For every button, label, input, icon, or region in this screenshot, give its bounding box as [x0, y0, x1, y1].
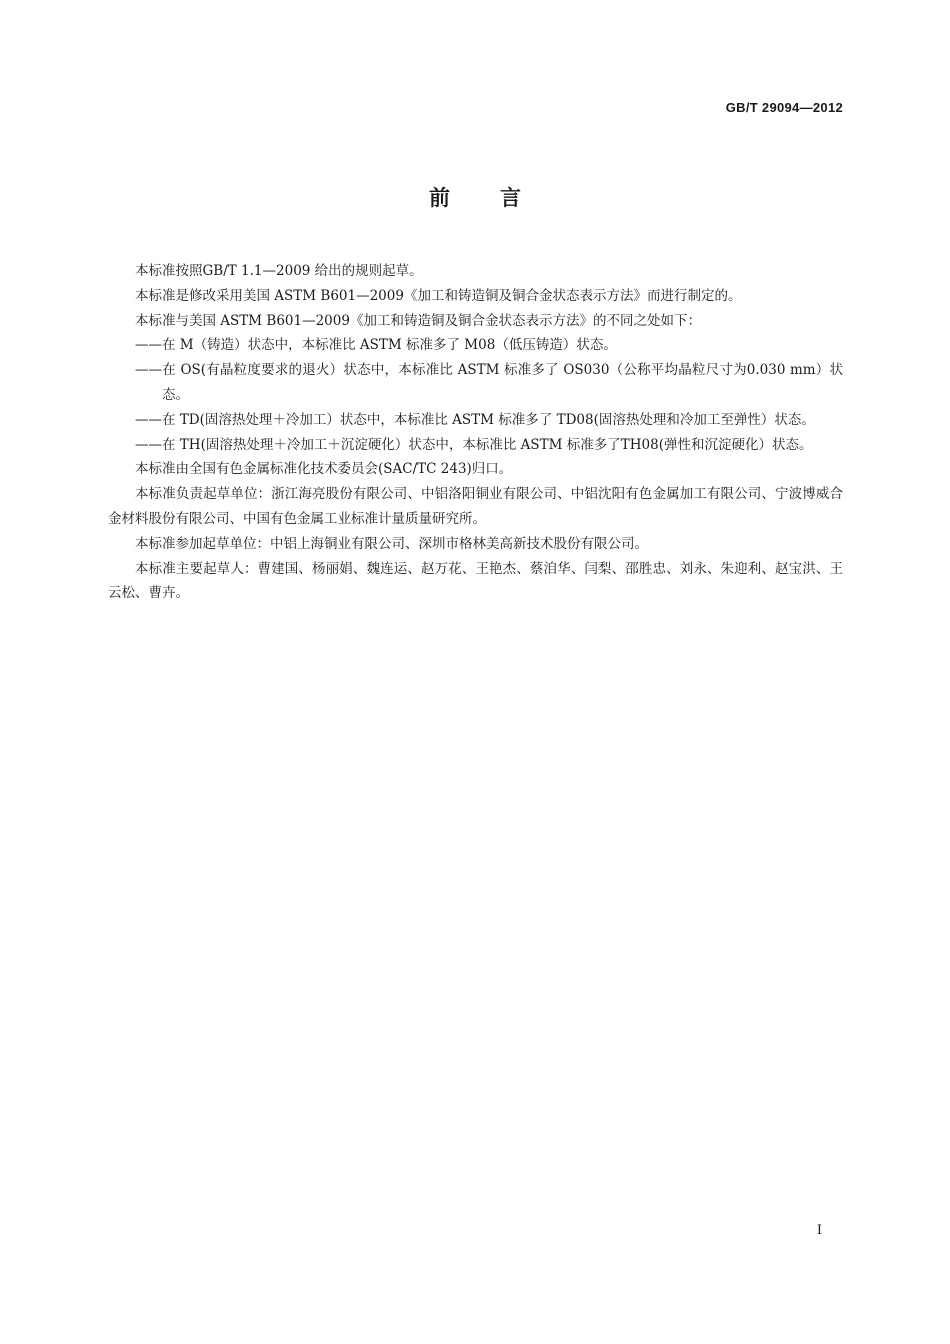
- paragraph-main-drafters: 本标准主要起草人：曹建国、杨丽娟、魏连运、赵万花、王艳杰、蔡洎华、闫梨、邵胜忠、刘永、朱迎利、赵宝洪、王云松、曹卉。: [108, 560, 843, 602]
- paragraph-drafting-rules: 本标准按照GB/T 1.1—2009 给出的规则起草。: [135, 263, 423, 279]
- paragraph-committee: 本标准由全国有色金属标准化技术委员会(SAC/TC 243)归口。: [135, 461, 513, 478]
- standard-number: GB/T 29094—2012: [725, 100, 843, 115]
- difference-item-th: ——在 TH(固溶热处理＋冷加工＋沉淀硬化）状态中，本标准比 ASTM 标准多了TH08(弹性和沉淀硬化）状态。: [135, 436, 813, 453]
- difference-item-m: ——在 M（铸造）状态中，本标准比 ASTM 标准多了 M08（低压铸造）状态。: [135, 337, 617, 354]
- page-title: 前言: [429, 186, 571, 210]
- document-body: [108, 259, 843, 606]
- difference-item-os: ——在 OS(有晶粒度要求的退火）状态中，本标准比 ASTM 标准多了 OS030（公称平均晶粒尺寸为0.030 mm）状态。: [135, 362, 843, 403]
- difference-item-td: ——在 TD(固溶热处理＋冷加工）状态中，本标准比 ASTM 标准多了 TD08(固溶热处理和冷加工至弹性）状态。: [135, 411, 815, 428]
- paragraph-adoption: 本标准是修改采用美国 ASTM B601—2009《加工和铸造铜及铜合金状态表示方法》而进行制定的。: [135, 287, 742, 304]
- paragraph-differences-intro: 本标准与美国 ASTM B601—2009《加工和铸造铜及铜合金状态表示方法》的不同之处如下：: [135, 312, 701, 329]
- paragraph-participating-drafters: 本标准参加起草单位：中铝上海铜业有限公司、深圳市格林美高新技术股份有限公司。: [135, 535, 648, 552]
- page-number: I: [816, 1223, 822, 1238]
- paragraph-lead-drafters: 本标准负责起草单位：浙江海亮股份有限公司、中铝洛阳铜业有限公司、中铝沈阳有色金属加工有限公司、宁波博威合金材料股份有限公司、中国有色金属工业标准计量质量研究所。: [108, 486, 843, 527]
